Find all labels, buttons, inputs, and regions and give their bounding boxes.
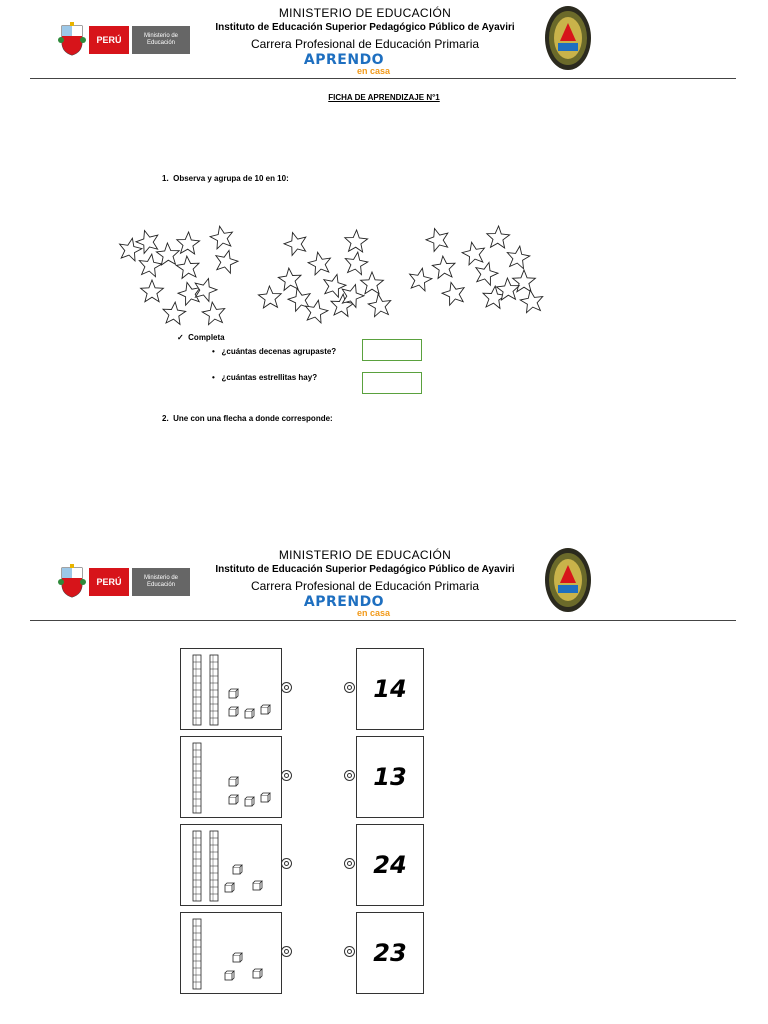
star-3-2 — [487, 226, 510, 248]
left-connector-dot[interactable] — [281, 858, 292, 869]
ministry-badge: Ministerio de Educación — [132, 26, 190, 54]
base-ten-tile — [180, 824, 282, 906]
number-card: 14 — [356, 648, 424, 730]
star-2-7 — [361, 272, 384, 294]
star-2-2 — [345, 230, 368, 252]
career-title: Carrera Profesional de Educación Primaria — [250, 579, 480, 593]
page-header-2 — [0, 542, 768, 622]
star-1-5 — [176, 256, 199, 278]
ministry-badge: Ministerio de Educación — [132, 568, 190, 596]
header-divider — [30, 620, 736, 621]
ministry-title: MINISTERIO DE EDUCACIÓN — [278, 6, 452, 20]
star-2-11 — [306, 300, 328, 323]
right-connector-dot[interactable] — [344, 770, 355, 781]
star-3-3 — [462, 242, 484, 265]
sub-question-estrellitas: • ¿cuántas estrellitas hay? — [212, 373, 318, 382]
peru-badge: PERÚ — [89, 568, 129, 596]
star-2-10 — [368, 294, 391, 317]
career-title: Carrera Profesional de Educación Primaria — [250, 37, 480, 51]
left-connector-dot[interactable] — [281, 946, 292, 957]
decenas-answer-input[interactable] — [362, 339, 422, 361]
base-ten-blocks-icon — [181, 825, 281, 905]
worksheet-title: FICHA DE APRENDIZAJE N°1 — [328, 93, 440, 102]
star-1-9 — [163, 302, 186, 324]
right-connector-dot[interactable] — [344, 682, 355, 693]
left-connector-dot[interactable] — [281, 770, 292, 781]
left-connector-dot[interactable] — [281, 682, 292, 693]
estrellitas-answer-input[interactable] — [362, 372, 422, 394]
base-ten-blocks-icon — [181, 737, 281, 817]
aprendo-logo: APRENDO en casa — [303, 52, 390, 76]
star-3-10 — [520, 290, 543, 313]
base-ten-tile — [180, 736, 282, 818]
peru-coat-of-arms-icon — [58, 564, 86, 598]
number-card: 23 — [356, 912, 424, 994]
base-ten-blocks-icon — [181, 913, 281, 993]
question-2: 2. Une con una flecha a donde corresponde: — [162, 414, 333, 423]
star-3-11 — [410, 268, 432, 291]
star-1-7 — [141, 280, 164, 302]
institute-seal-icon — [544, 547, 592, 613]
right-connector-dot[interactable] — [344, 858, 355, 869]
star-2-1 — [284, 233, 306, 256]
star-3-8 — [442, 282, 464, 305]
right-connector-dot[interactable] — [344, 946, 355, 957]
institute-title: Instituto de Educación Superior Pedagógico Público de Ayaviri — [215, 564, 515, 575]
base-ten-tile — [180, 912, 282, 994]
base-ten-tile — [180, 648, 282, 730]
star-2-5 — [278, 268, 301, 290]
aprendo-logo: APRENDO en casa — [303, 594, 390, 618]
star-1-10 — [202, 302, 225, 325]
star-3-4 — [507, 246, 530, 269]
peru-badge: PERÚ — [89, 26, 129, 54]
star-2-4 — [345, 252, 368, 275]
star-2-6 — [324, 274, 346, 297]
number-card: 13 — [356, 736, 424, 818]
star-1-12 — [156, 243, 179, 265]
ministry-title: MINISTERIO DE EDUCACIÓN — [278, 548, 452, 562]
star-1-6 — [216, 250, 238, 273]
question-1: 1. Observa y agrupa de 10 en 10: — [162, 174, 289, 183]
completa-label: ✓ Completa — [177, 333, 225, 342]
star-3-5 — [432, 256, 455, 278]
star-1-2 — [177, 232, 200, 254]
institute-title: Instituto de Educación Superior Pedagógico Público de Ayaviri — [215, 22, 515, 33]
base-ten-blocks-icon — [181, 649, 281, 729]
star-1-3 — [210, 226, 232, 249]
star-3-6 — [476, 262, 498, 285]
number-card: 24 — [356, 824, 424, 906]
star-2-12 — [258, 286, 281, 308]
sub-question-decenas: • ¿cuántas decenas agrupaste? — [212, 347, 337, 356]
star-1-4 — [139, 254, 162, 277]
star-3-1 — [426, 229, 448, 252]
star-groups — [0, 0, 768, 340]
star-2-3 — [308, 252, 330, 275]
